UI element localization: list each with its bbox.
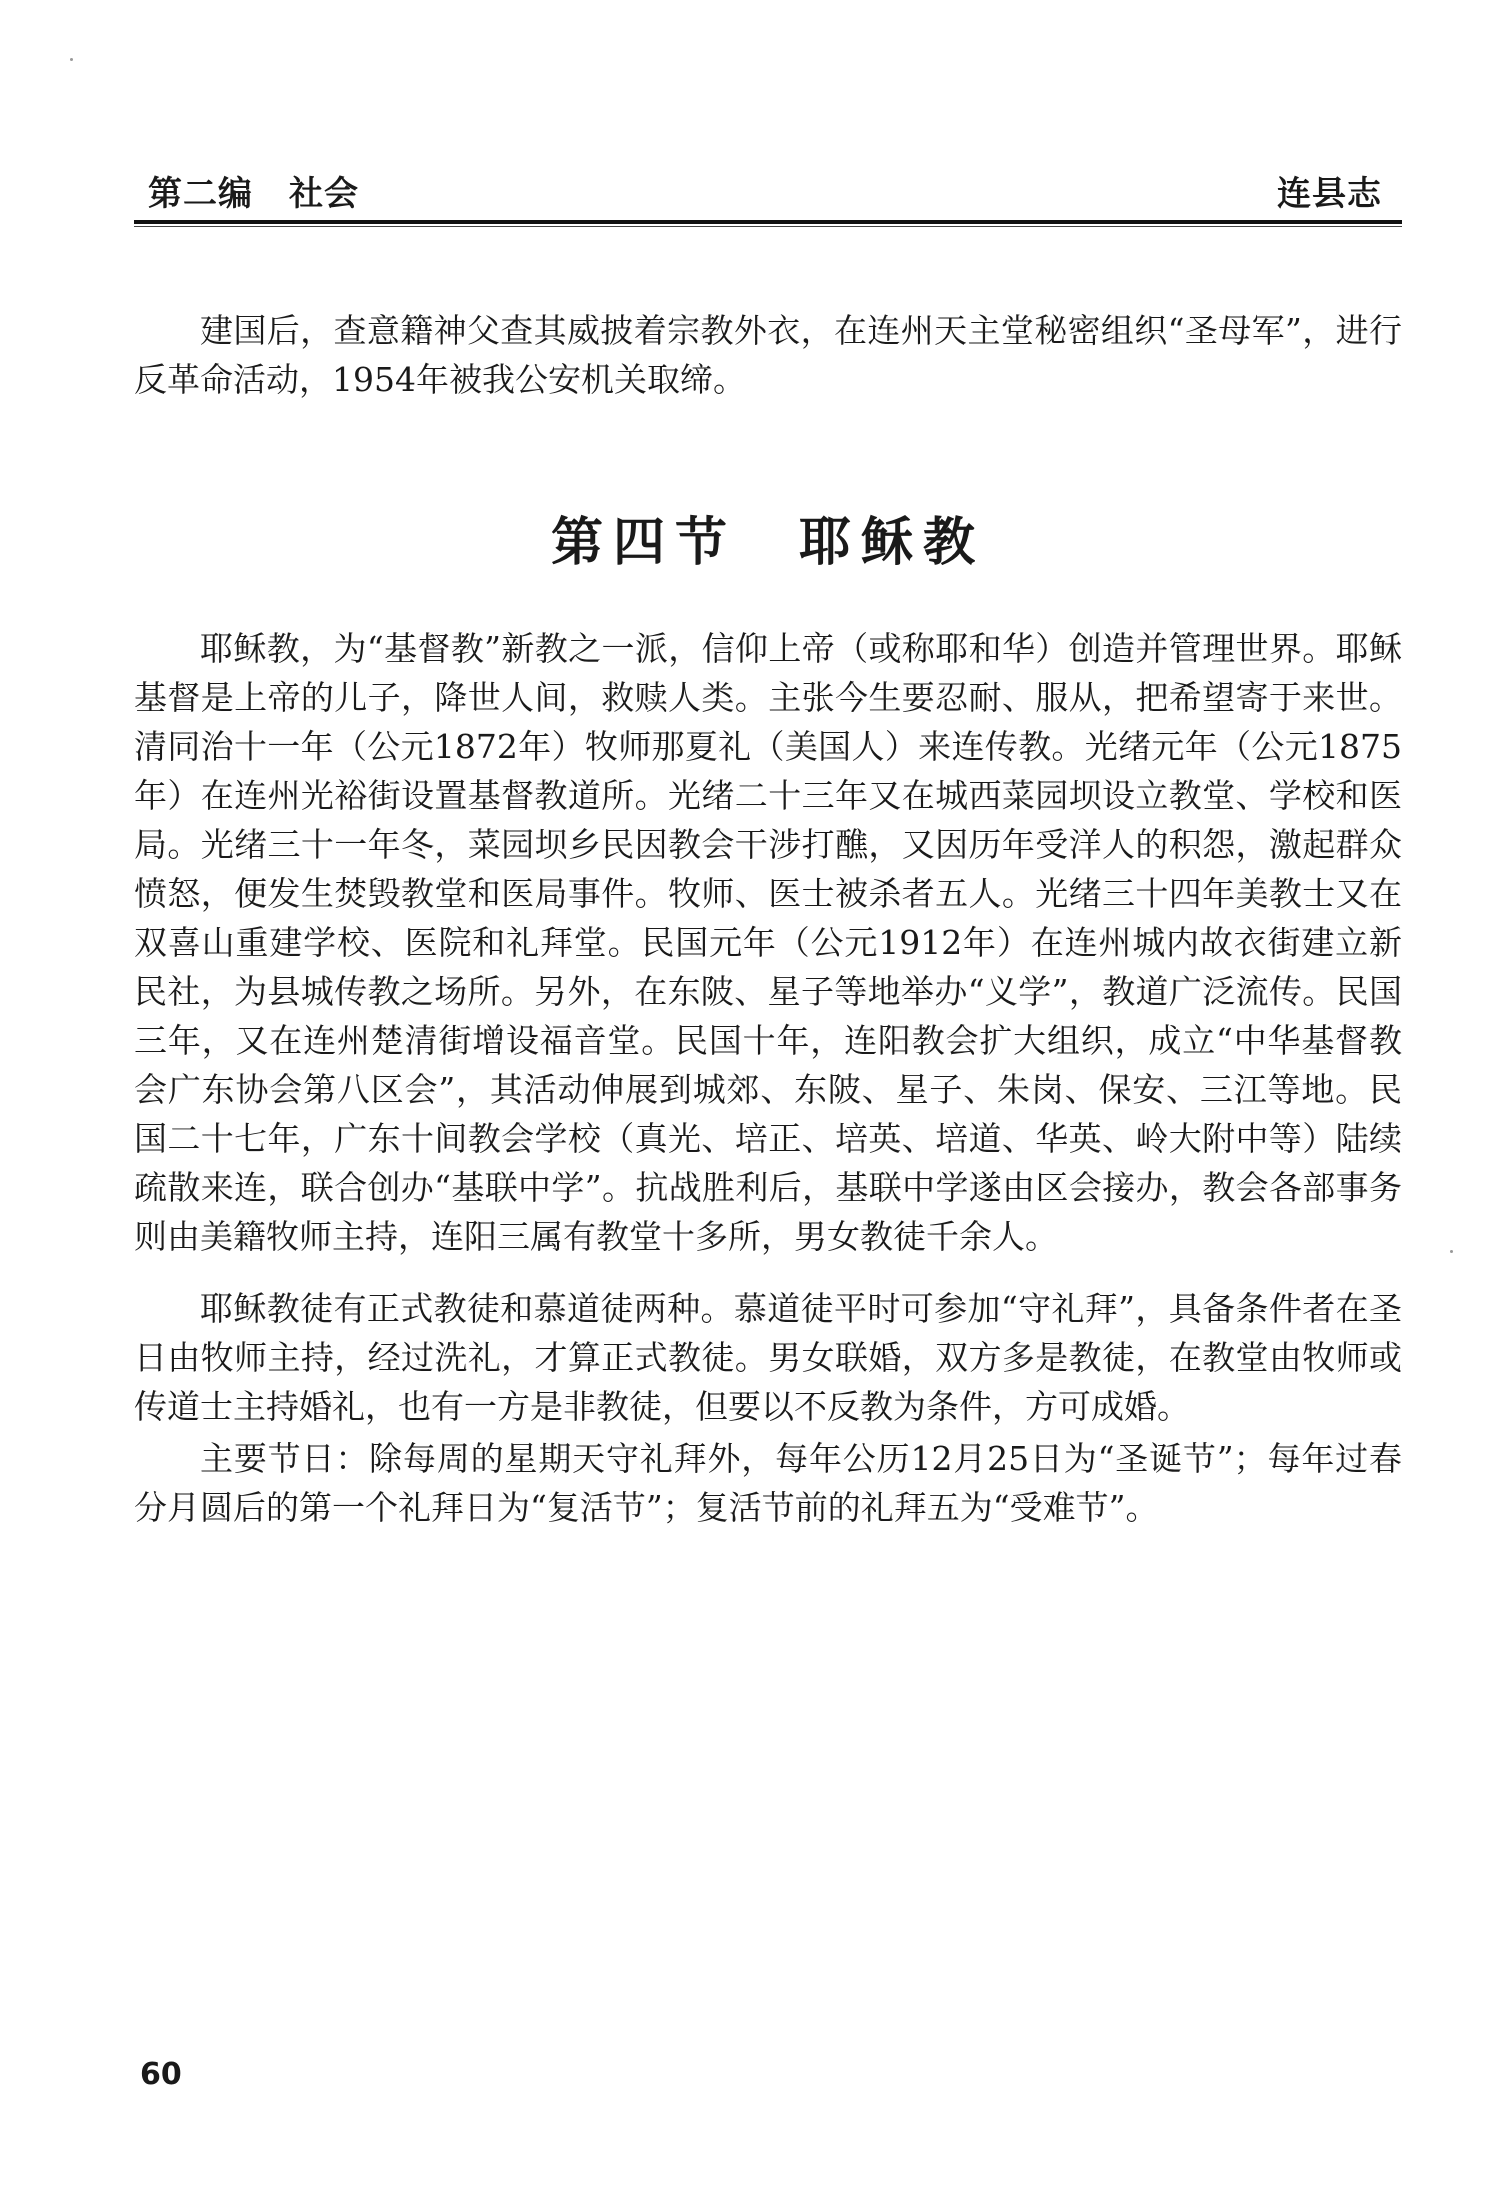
header-section: 社会 (289, 174, 359, 214)
header-rule-thin (134, 226, 1402, 227)
intro-paragraph: 建国后，查意籍神父查其威披着宗教外衣，在连州天主堂秘密组织“圣母军”，进行反革命活动，1954年被我公安机关取缔。 (134, 311, 1402, 399)
header-rule (134, 220, 1402, 224)
header-part: 第二编 (148, 174, 253, 214)
scan-speck (1450, 1250, 1453, 1253)
running-header (134, 166, 1402, 212)
body-paragraph-2: 耶稣教徒有正式教徒和慕道徒两种。慕道徒平时可参加“守礼拜”，具备条件者在圣日由牧师主持，经过洗礼，才算正式教徒。男女联婚，双方多是教徒，在教堂由牧师或传道士主持婚礼，也有一方是非教徒，但要以不反教为条件，方可成婚。 (134, 1289, 1402, 1426)
header-part-section (148, 166, 359, 215)
section-title: 第四节 耶稣教 (550, 512, 985, 573)
header-book-title: 连县志 (1277, 174, 1382, 214)
page-number: 60 (140, 2057, 182, 2092)
body-paragraph-1: 耶稣教，为“基督教”新教之一派，信仰上帝（或称耶和华）创造并管理世界。耶稣基督是上帝的儿子，降世人间，救赎人类。主张今生要忍耐、服从，把希望寄于来世。清同治十一年（公元1872年）牧师那夏礼（美国人）来连传教。光绪元年（公元1875年）在连州光裕街设置基督教道所。光绪二十三年又在城西菜园坝设立教堂、学校和医局。光绪三十一年冬，菜园坝乡民因教会干涉打醮，又因历年受洋人的积怨，激起群众愤怒，便发生焚毁教堂和医局事件。牧师、医士被杀者五人。光绪三十四年美教士又在双喜山重建学校、医院和礼拜堂。民国元年（公元1912年）在连州城内故衣街建立新民社，为县城传教之场所。另外，在东陂、星子等地举办“义学”，教道广泛流传。民国三年，又在连州楚清街增设福音堂。民国十年，连阳教会扩大组织，成立“中华基督教会广东协会第八区会”，其活动伸展到城郊、东陂、星子、朱岗、保安、三江等地。民国二十七年，广东十间教会学校（真光、培正、培英、培道、华英、岭大附中等）陆续疏散来连，联合创办“基联中学”。抗战胜利后，基联中学遂由区会接办，教会各部事务则由美籍牧师主持，连阳三属有教堂十多所，男女教徒千余人。 (134, 629, 1402, 1256)
body-paragraph-3: 主要节日：除每周的星期天守礼拜外，每年公历12月25日为“圣诞节”；每年过春分月圆后的第一个礼拜日为“复活节”；复活节前的礼拜五为“受难节”。 (134, 1439, 1402, 1527)
scan-speck (70, 58, 73, 61)
